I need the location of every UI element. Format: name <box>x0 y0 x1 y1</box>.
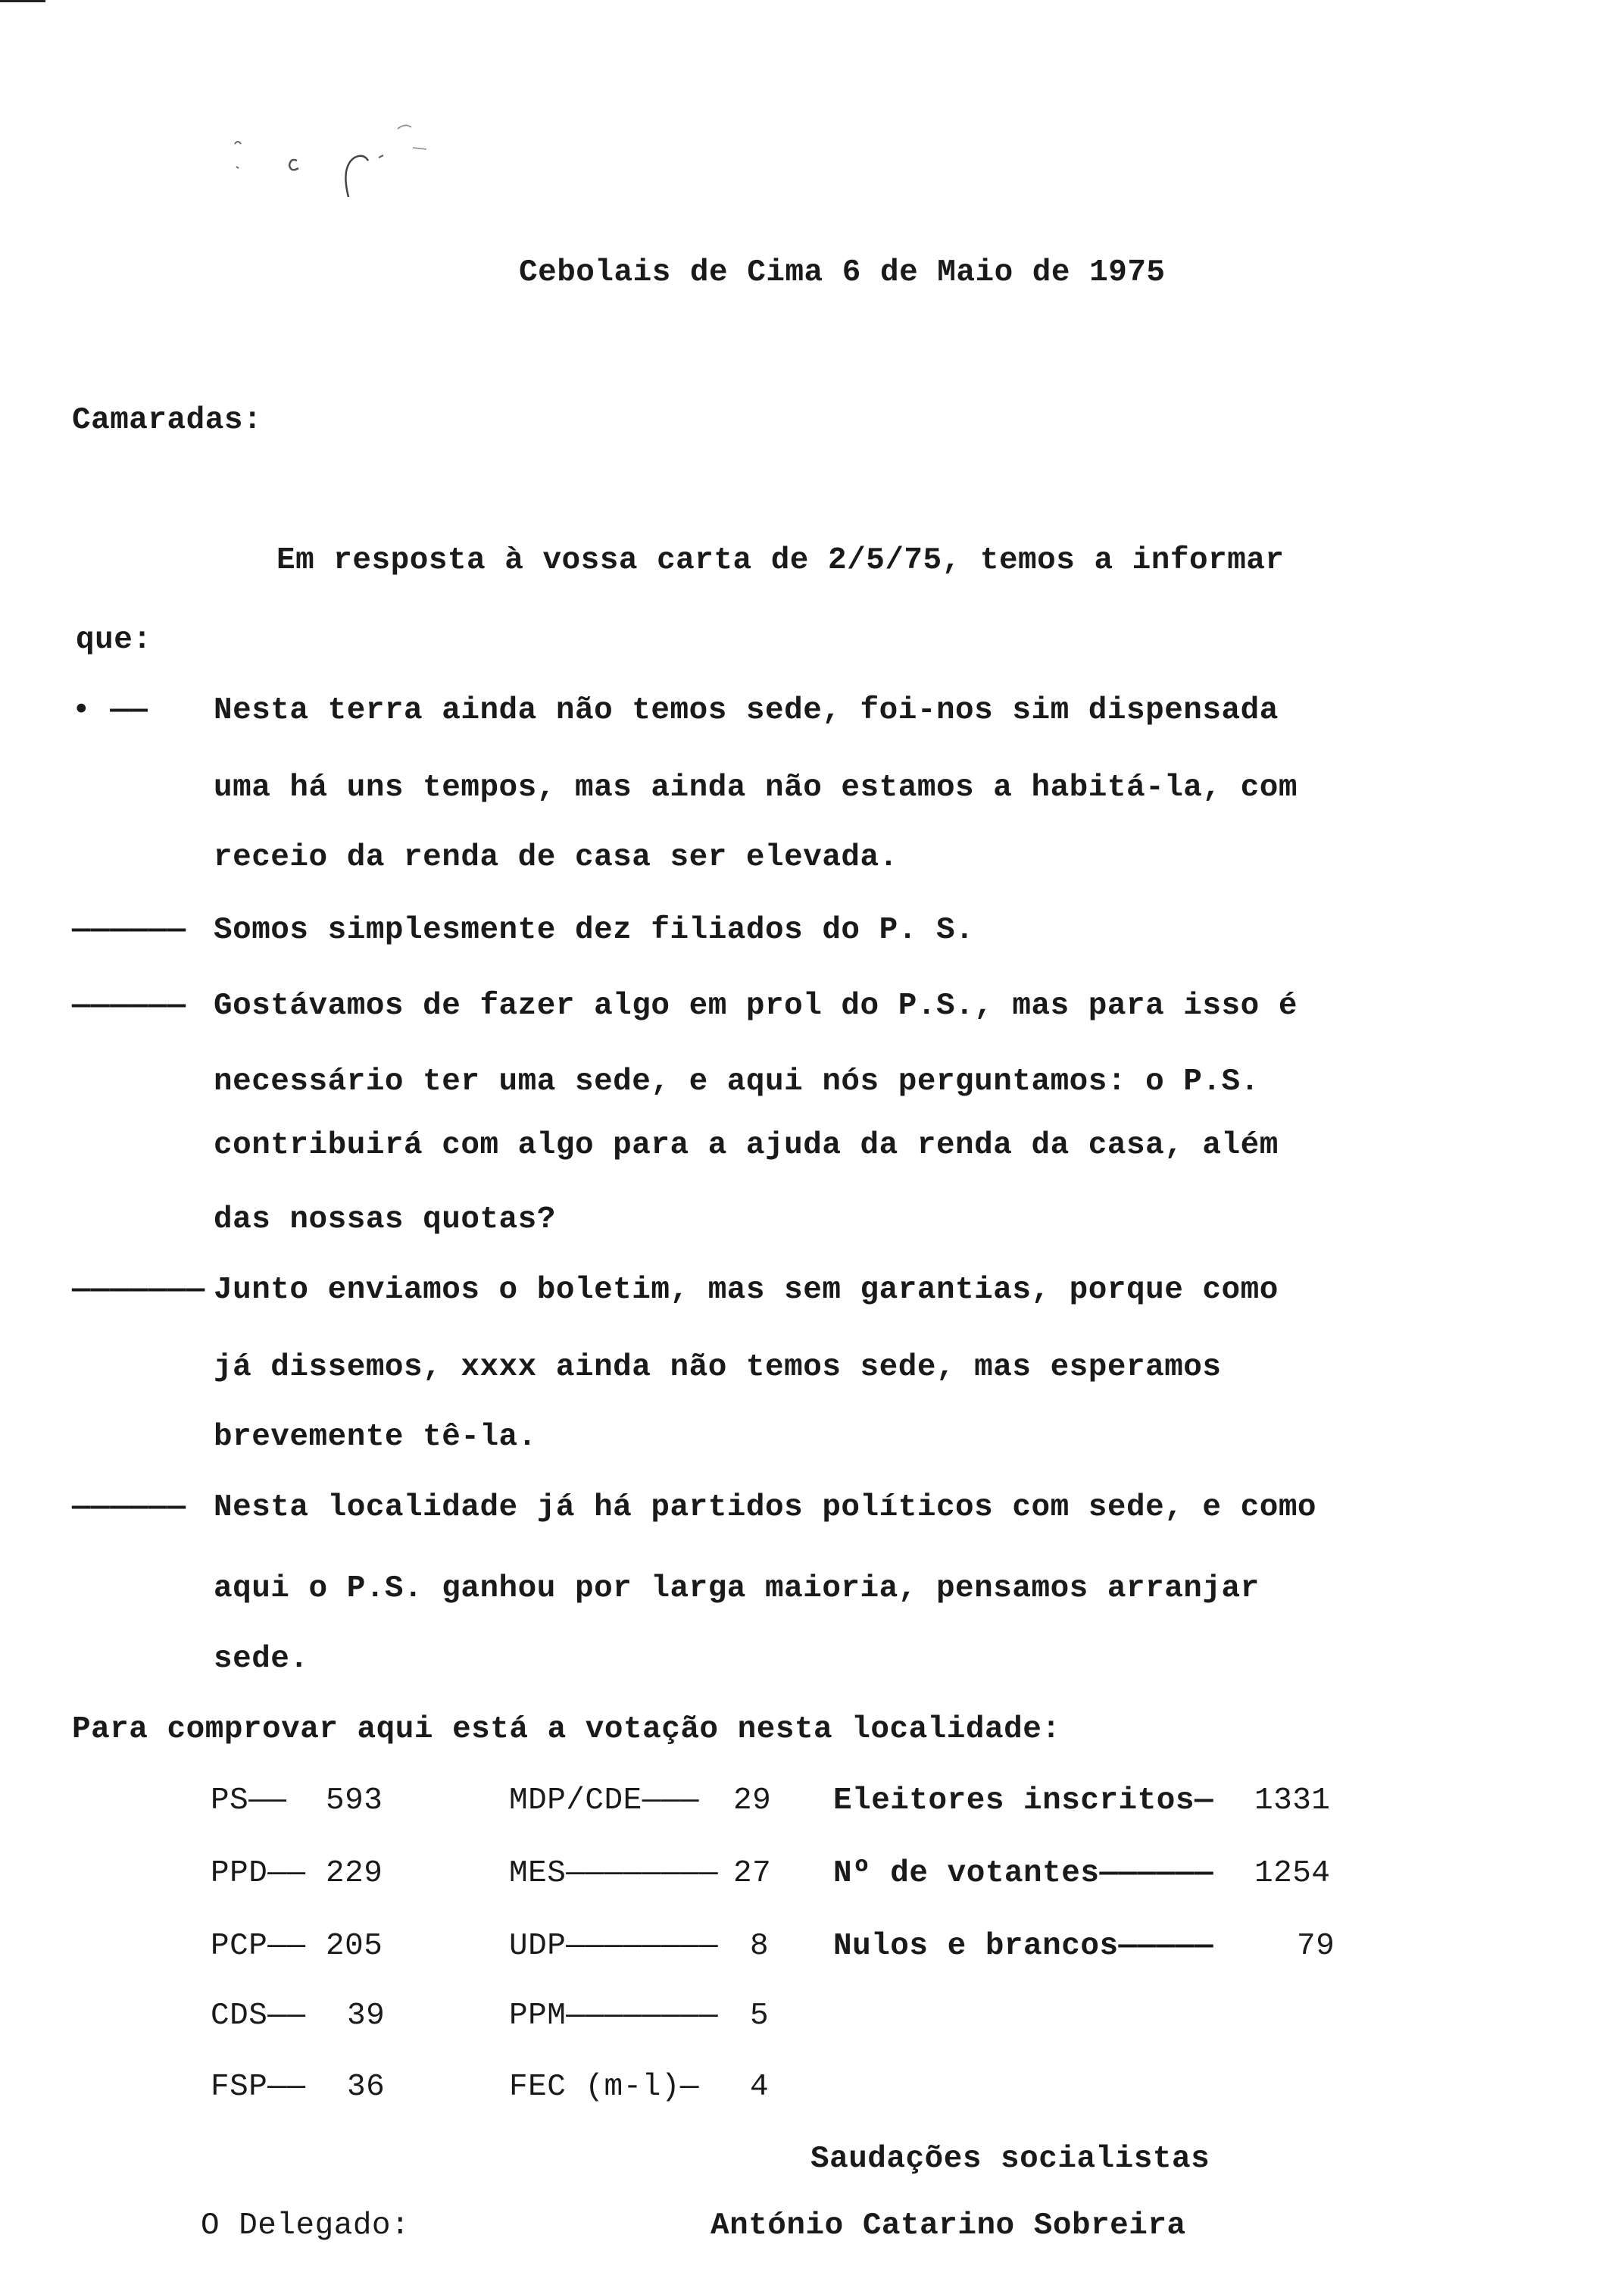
summary-value: 1254 <box>1254 1856 1331 1891</box>
vote-label: FEC (m-l)— <box>509 2070 700 2105</box>
summary-label: Nº de votantes—————— <box>833 1856 1214 1891</box>
vote-value: 229 <box>326 1856 383 1891</box>
vote-label: PPM———————— <box>509 1999 719 2033</box>
vote-label: PS—— <box>211 1783 287 1818</box>
paragraph-marker: —————— <box>72 989 186 1024</box>
paragraph-line: Junto enviamos o boletim, mas sem garantias, porque como <box>214 1273 1279 1308</box>
vote-value: 4 <box>750 2070 770 2105</box>
vote-label: FSP—— <box>211 2070 306 2105</box>
paragraph-line: sede. <box>214 1642 309 1677</box>
intro-line-1: Em resposta à vossa carta de 2/5/75, temos a informar <box>276 543 1285 578</box>
summary-value: 1331 <box>1254 1783 1331 1818</box>
paragraph-marker: —————— <box>72 913 186 948</box>
vote-value: 27 <box>733 1856 772 1891</box>
paragraph-line: Somos simplesmente dez filiados do P. S. <box>214 913 975 948</box>
vote-label: MES———————— <box>509 1856 719 1891</box>
corner-mark <box>0 0 45 2</box>
delegate-name: António Catarino Sobreira <box>710 2208 1186 2243</box>
vote-label: MDP/CDE——— <box>509 1783 700 1818</box>
paragraph-line: aqui o P.S. ganhou por larga maioria, pensamos arranjar <box>214 1571 1260 1606</box>
summary-label: Nulos e brancos————— <box>833 1929 1214 1964</box>
paragraph-line: Nesta localidade já há partidos políticos com sede, e como <box>214 1490 1317 1525</box>
paragraph-line: brevemente tê-la. <box>214 1420 537 1455</box>
paragraph-line: necessário ter uma sede, e aqui nós perguntamos: o P.S. <box>214 1064 1260 1099</box>
vote-label: PCP—— <box>211 1929 306 1964</box>
paragraph-marker: • —— <box>72 693 148 728</box>
summary-label: Eleitores inscritos— <box>833 1783 1214 1818</box>
paragraph-line: uma há uns tempos, mas ainda não estamos a habitá-la, com <box>214 770 1298 805</box>
paragraph-marker: —————— <box>72 1490 186 1525</box>
vote-value: 29 <box>733 1783 772 1818</box>
paragraph-line: já dissemos, xxxx ainda não temos sede, mas esperamos <box>214 1350 1222 1385</box>
vote-label: PPD—— <box>211 1856 306 1891</box>
vote-value: 8 <box>750 1929 770 1964</box>
paragraph-line: Gostávamos de fazer algo em prol do P.S., mas para isso é <box>214 989 1298 1024</box>
vote-value: 593 <box>326 1783 383 1818</box>
paragraph-line: contribuirá com algo para a ajuda da renda da casa, além <box>214 1128 1279 1163</box>
paragraph-line: Nesta terra ainda não temos sede, foi-nos sim dispensada <box>214 693 1279 728</box>
handwritten-scribble <box>227 114 454 212</box>
vote-value: 5 <box>750 1999 770 2033</box>
vote-value: 205 <box>326 1929 383 1964</box>
paragraph-line: receio da renda de casa ser elevada. <box>214 840 898 875</box>
salutation: Camaradas: <box>72 403 263 438</box>
vote-label: CDS—— <box>211 1999 306 2033</box>
vote-value: 36 <box>347 2070 386 2105</box>
place-date: Cebolais de Cima 6 de Maio de 1975 <box>519 255 1166 290</box>
summary-value: 79 <box>1297 1929 1335 1964</box>
paragraph-line: das nossas quotas? <box>214 1202 556 1237</box>
vote-value: 39 <box>347 1999 386 2033</box>
closing: Saudações socialistas <box>810 2142 1210 2177</box>
paragraph-marker: ——————— <box>72 1273 205 1308</box>
intro-line-2: que: <box>76 623 152 658</box>
results-intro: Para comprovar aqui está a votação nesta localidade: <box>72 1712 1061 1747</box>
vote-label: UDP———————— <box>509 1929 719 1964</box>
delegate-label: O Delegado: <box>201 2208 411 2243</box>
